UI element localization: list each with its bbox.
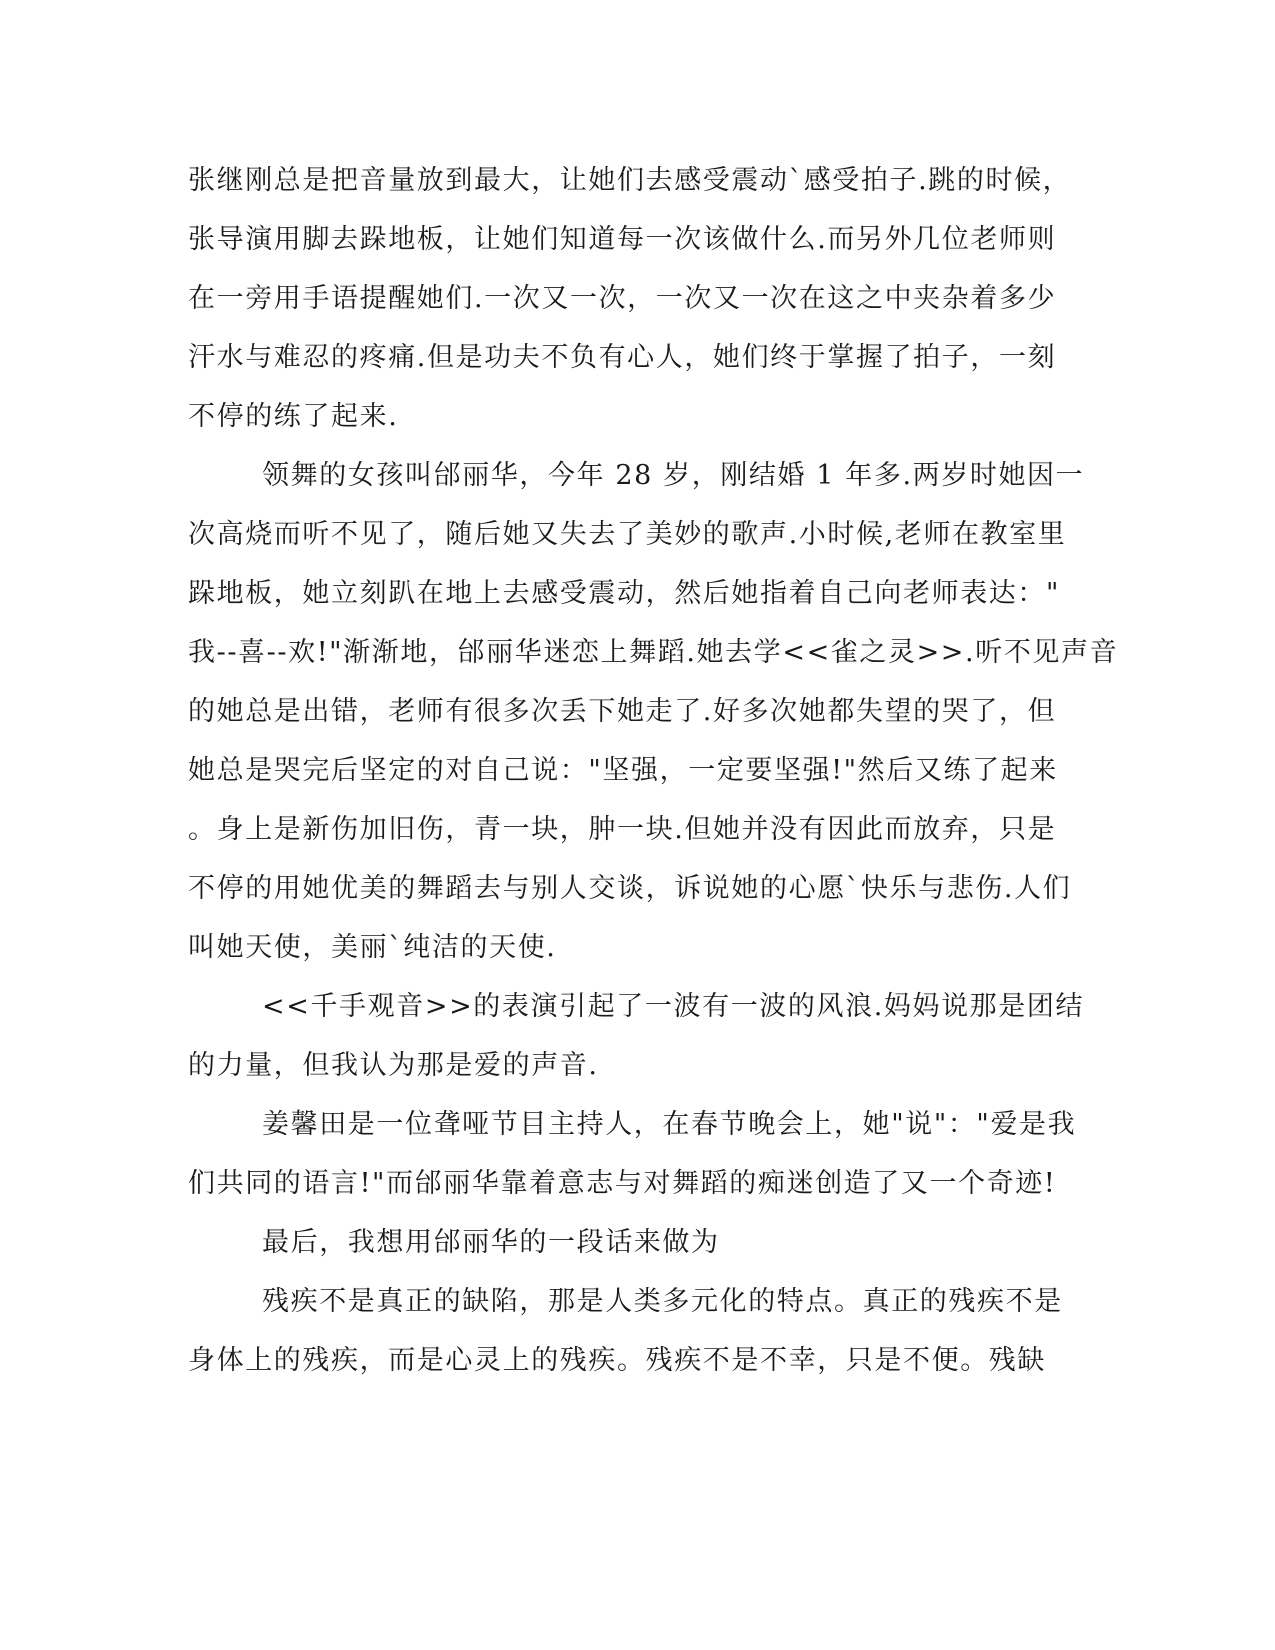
text-line: 。身上是新伤加旧伤，青一块，肿一块.但她并没有因此而放弃，只是	[188, 814, 1057, 845]
text-line: 不停的用她优美的舞蹈去与别人交谈，诉说她的心愿`快乐与悲伤.人们	[188, 873, 1072, 904]
text-line: 汗水与难忍的疼痛.但是功夫不负有心人，她们终于掌握了拍子，一刻	[188, 342, 1057, 373]
text-line: 张继刚总是把音量放到最大，让她们去感受震动`感受拍子.跳的时候，	[188, 165, 1072, 196]
text-line: 不停的练了起来.	[188, 401, 399, 432]
text-line: 的她总是出错，老师有很多次丢下她走了.好多次她都失望的哭了，但	[188, 696, 1057, 727]
text-line: 在一旁用手语提醒她们.一次又一次，一次又一次在这之中夹杂着多少	[188, 283, 1057, 314]
paragraph-first-line: <<千手观音>>的表演引起了一波有一波的风浪.妈妈说那是团结	[262, 991, 1085, 1022]
text-line: 次高烧而听不见了，随后她又失去了美妙的歌声.小时候,老师在教室里	[188, 519, 1067, 550]
paragraph-first-line: 领舞的女孩叫邰丽华，今年 28 岁，刚结婚 1 年多.两岁时她因一	[262, 460, 1085, 491]
text-line: 跺地板，她立刻趴在地上去感受震动，然后她指着自己向老师表达："	[188, 578, 1061, 609]
paragraph-first-line: 姜馨田是一位聋哑节目主持人，在春节晚会上，她"说"："爱是我	[262, 1109, 1077, 1140]
text-line: 我--喜--欢!"渐渐地，邰丽华迷恋上舞蹈.她去学<<雀之灵>>.听不见声音	[188, 637, 1119, 668]
text-line: 身体上的残疾，而是心灵上的残疾。残疾不是不幸，只是不便。残缺	[188, 1345, 1046, 1376]
text-line: 的力量，但我认为那是爱的声音.	[188, 1050, 599, 1081]
text-line: 叫她天使，美丽`纯洁的天使.	[188, 932, 557, 963]
paragraph-first-line: 最后，我想用邰丽华的一段话来做为	[262, 1227, 720, 1258]
paragraph-first-line: 残疾不是真正的缺陷，那是人类多元化的特点。真正的残疾不是	[262, 1286, 1063, 1317]
text-line: 她总是哭完后坚定的对自己说："坚强，一定要坚强!"然后又练了起来	[188, 755, 1058, 786]
text-line: 张导演用脚去跺地板，让她们知道每一次该做什么.而另外几位老师则	[188, 224, 1057, 255]
text-line: 们共同的语言!"而邰丽华靠着意志与对舞蹈的痴迷创造了又一个奇迹!	[188, 1168, 1057, 1199]
